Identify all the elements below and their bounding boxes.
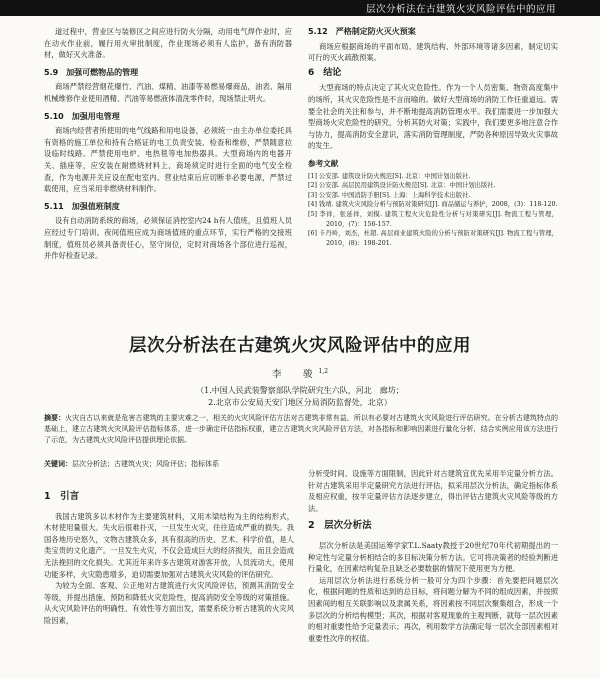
reference-item: [3] 公安部. 中国消防手册[S]. 上海：上海科学技术出版社. [308,191,471,199]
article-right-column [308,468,558,644]
affiliation-line: 2.北京市公安局天安门地区分局消防监督处，北京） [208,398,392,407]
paragraph: 我国古建筑多以木材作为主要建筑材料，又用木梁结构为主的结构形式，木材使用量很大。失火后很难扑灭，一旦发生火灾，往往造成严重的损失。我国各地历史悠久，文物古建筑众多，具有很高的历史、艺术、科学价值，是人类宝贵的文化遗产。一旦发生火灾，不仅会造成巨大的经济损失，而且会造成无法挽回的文化损失。尤其近年来许多古建筑对游客开放，人员流动大，使用功能多样，火灾隐患增多，迫切需要加强对古建筑火灾风险的评估研究。 [44,511,294,579]
section-heading: 1 引言 [44,491,80,502]
paragraph: 商场严禁经营烟花爆竹、汽油、煤精、油漆等易燃易爆商品，油表、隔用机械维修作业使用酒精、汽油等易燃液体清洗零件时，现场禁止明火。 [44,82,292,103]
reference-item: [2] 公安部. 高层民用建筑设计防火规范[S]. 北京：中国计划出版社. [308,182,496,190]
section-heading: 5.11 加强值班制度 [44,201,120,211]
keywords-text: 层次分析法；古建筑火灾；风险评估；指标体系 [72,460,219,468]
reference-item: [1] 公安部. 建筑设计防火规范[S]. 北京：中国计划出版社. [308,172,471,180]
paragraph: 道过程中，营业区与装修区之间应进行防火分隔，动用电气焊作业时，应在动火作业前，履行用火审批制度，作业现场必须有人监护，备有消防器材，做好灭火准备。 [44,27,292,60]
paragraph: 运用层次分析法进行系统分析一般可分为四个步骤：首先要把问题层次化，根据问题的性质和达到的总目标，将问题分解为不同的组成因素，并按照因素间的相互关联影响以及隶属关系，将因素按不同层次聚集组合，形成一个多层次的分析结构模型；其次，根据对客观现象的主观判断，就每一层次因素的相对重要性给予定量表示；再次，利用数学方法确定每一层次全部因素相对重要性次序的权值。 [308,575,558,643]
paragraph: 商场应根据商场的平面布局、建筑结构、外部环境等诸多因素，制定切实可行的灭火疏散预案。 [308,41,558,63]
section-heading: 6 结论 [308,67,342,78]
reference-item: [4] 钱靖. 建筑火灾风险分析与预防对策研究[J]. 商品储运与养护，2008，(3)：118-120. [308,201,558,209]
paragraph: 分析受时间、设施等方面限制，因此针对古建筑宜优先采用半定量分析方法。针对古建筑采用半定量研究方法进行评估，拟采用层次分析法，确定指标体系及相应权重，按半定量评估方法逐步建立，得出评估古建筑火灾风险等级的方法。 [308,469,558,513]
article-left-column [44,488,294,627]
paragraph: 大型商场的特点决定了其火灾危险性。作为一个人员密集、物资高度集中的场所，其火灾危险性是不言而喻的。做好大型商场的消防工作任重道远。需要全社会的关注和参与，并不断地提高消防管理水平。我们需要进一步加强大型商场火灾危险性的研究，分析其防火对策；实践中，我们要更多地注意合作与协力，提高消防安全意识，落实消防管理制度，严防各种原因导致火灾事故的发生。 [308,83,558,151]
article-author [0,366,600,380]
abstract [44,413,558,446]
prev-article-left-column [44,26,292,262]
running-header [0,0,600,16]
references-heading: 参考文献 [308,158,339,168]
author-affiliation-marker: 1,2 [318,367,329,375]
paragraph: 为较为全面、客观、公正地对古建筑进行火灾风险评估，预测其消防安全等级，并提出措施、预防和降低火灾危险性，提高消防安全等级的对策措施。从火灾风险评估的明确性、有效性等方面出发，需要系统分析古建筑的火灾风险因素， [44,581,294,625]
prev-article-right-column [308,26,558,248]
author-affiliations [0,385,600,409]
article-title: 层次分析法在古建筑火灾风险评估中的应用 [129,336,471,356]
section-heading: 5.12 严格制定防火灭火预案 [308,27,416,36]
paragraph: 商场内经营者所使用的电气线路和用电设备，必须统一由主办单位委托具有资格的施工单位和持有合格证的电工负责安装、检查和维修，严禁随意拉设临时线路。严禁使用电炉、电热毯等电加热器具。大型商场内的电器开关、插座等，应安装在耐燃烧材料上，商场须定时进行全面的电气安全检查，作为电源开关应设在配电室内。营业结束后应切断非必要电源，严禁过载使用，应当采用非燃烧材料制作。 [44,126,292,194]
running-header-title: 层次分析法在古建筑火灾风险评估中的应用 [365,4,556,15]
author-name: 李 骏 [271,369,319,380]
reference-item: [6] 卡丹岭，刘杰，杜超. 高层商业建筑火险的分析与预防对策研究[J]. 物流工程与管理，2010，(8)：198-201. [308,230,558,247]
section-heading: 5.9 加强可燃物品的管理 [44,67,139,77]
keywords-label: 关键词： [44,460,72,468]
paragraph: 层次分析法是美国运筹学家T.L.Saaty教授于20世纪70年代初期提出的一种定性与定量分析相结合的多目标决策分析方法。它可将决策者的经验判断进行量化，在因素结构复杂且缺乏必要数据的情况下使用更为方便。 [308,540,558,574]
abstract-text: 火灾自古以来就是危害古建筑的主要灾难之一，相关的火灾风险评估方法对古建筑非常有益，所以有必要对古建筑火灾风险进行评估研究。在分析古建筑特点的基础上，建立古建筑火灾风险评估指标体系，进一步确定评估指标权重，建立古建筑火灾风险评估方法，对各指标和影响因素进行量化分析，结合实例应用该方法进行了示范，为古建筑火灾风险评估提供理论依据。 [44,414,558,444]
affiliation-line: （1.中国人民武装警察部队学院研究生六队，河北 廊坊； [196,386,404,395]
section-heading: 5.10 加强用电管理 [44,111,120,121]
abstract-label: 摘要： [44,414,66,422]
section-heading: 2 层次分析法 [308,520,372,532]
reference-item: [5] 李祥，张延祥，刘模. 建筑工程火灾危险性分析与对策研究[J]. 物流工程与管理，2010，(7)：156-157. [308,210,558,228]
paragraph: 设有自动消防系统的商场，必须保证消控室内24 h有人值班，且值班人员应经过专门培训。夜间值班应成为商场值班的重点环节，实行严格的交接班制度，值班员必须具备责任心，坚守岗位，定时对商场各个部位进行巡视，并作好检查记录。 [44,216,292,261]
